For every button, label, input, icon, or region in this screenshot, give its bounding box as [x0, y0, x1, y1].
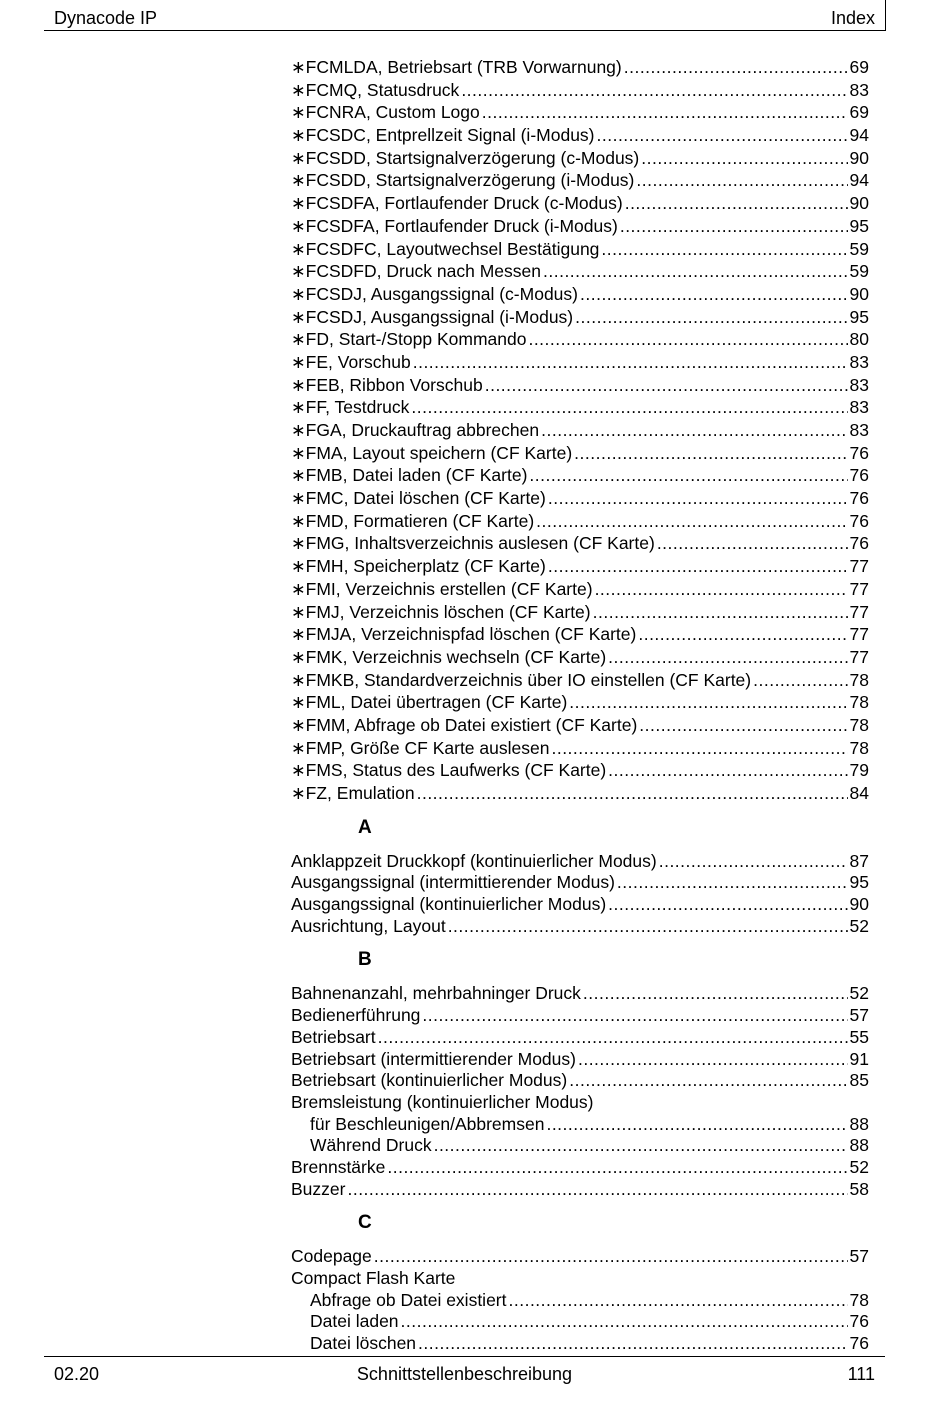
entry-page-number: 52: [849, 983, 869, 1004]
entry-page-number: 77: [849, 646, 869, 667]
index-entry: [291, 578, 869, 601]
dot-leader: [434, 1135, 848, 1157]
index-entry: [291, 983, 869, 1005]
entry-page-number: 78: [849, 737, 869, 758]
index-entry: [291, 215, 869, 238]
index-entry: [291, 759, 869, 782]
entry-page-number: 83: [849, 397, 869, 418]
entry-page-number: 78: [849, 669, 869, 690]
index-entry: [291, 1114, 869, 1136]
footer-page-number: 111: [847, 1364, 875, 1384]
entry-term: ∗FML, Datei übertragen (CF Karte): [291, 692, 568, 713]
dot-leader: [638, 623, 847, 646]
entry-page-number: 77: [849, 601, 869, 622]
entry-term: ∗FMJ, Verzeichnis löschen (CF Karte): [291, 601, 591, 622]
entry-term: Datei laden: [310, 1311, 399, 1332]
dot-leader: [597, 124, 848, 147]
dot-leader: [417, 782, 848, 805]
entry-term: ∗FCSDFA, Fortlaufender Druck (i-Modus): [291, 215, 618, 236]
dot-leader: [580, 283, 848, 306]
entry-page-number: 76: [849, 442, 869, 463]
dot-leader: [509, 1290, 848, 1312]
section-heading-c: C: [358, 1212, 372, 1234]
entry-page-number: 95: [849, 215, 869, 236]
entry-page-number: 83: [849, 351, 869, 372]
index-entry: [291, 851, 869, 873]
index-entry: [291, 737, 869, 760]
entry-term: ∗FMS, Status des Laufwerks (CF Karte): [291, 760, 607, 781]
dot-leader: [578, 1049, 848, 1071]
index-entry: [291, 147, 869, 170]
entry-term: ∗FMB, Datei laden (CF Karte): [291, 465, 528, 486]
entry-term: ∗FD, Start-/Stopp Kommando: [291, 329, 527, 350]
dot-leader: [657, 532, 848, 555]
index-entry: [291, 1027, 869, 1049]
entry-term: Datei löschen: [310, 1333, 417, 1354]
dot-leader: [413, 351, 848, 374]
entry-term: ∗FMK, Verzeichnis wechseln (CF Karte): [291, 646, 607, 667]
entry-term: Betriebsart (kontinuierlicher Modus): [291, 1070, 568, 1091]
entry-page-number: 59: [849, 261, 869, 282]
entry-page-number: 77: [849, 624, 869, 645]
entry-term: Buzzer: [291, 1178, 346, 1199]
section-heading-b: B: [358, 949, 372, 971]
entry-page-number: 77: [849, 578, 869, 599]
entry-term: ∗FMG, Inhaltsverzeichnis auslesen (CF Karte): [291, 533, 655, 554]
dot-leader: [608, 894, 847, 916]
entry-term: ∗FE, Vorschub: [291, 351, 411, 372]
dot-leader: [639, 714, 847, 737]
entry-term: ∗FCSDFA, Fortlaufender Druck (c-Modus): [291, 193, 623, 214]
dot-leader: [411, 396, 847, 419]
index-entry: [291, 1290, 869, 1312]
index-entry: [291, 419, 869, 442]
dot-leader: [541, 419, 847, 442]
dot-leader: [659, 851, 848, 873]
entry-term: ∗FMC, Datei löschen (CF Karte): [291, 488, 546, 509]
index-entry: [291, 691, 869, 714]
dot-leader: [543, 260, 848, 283]
entry-page-number: 78: [849, 692, 869, 713]
entry-page-number: 57: [849, 1005, 869, 1026]
entry-page-number: 83: [849, 374, 869, 395]
entry-term: ∗FZ, Emulation: [291, 783, 415, 803]
entry-page-number: 76: [849, 1333, 869, 1354]
entry-term: ∗FMJA, Verzeichnispfad löschen (CF Karte): [291, 624, 637, 645]
index-entry: [291, 1092, 869, 1114]
entry-page-number: 78: [849, 714, 869, 735]
index-entry: [291, 872, 869, 894]
dot-leader: [551, 737, 847, 760]
entry-term: Bremsleistung (kontinuierlicher Modus): [291, 1091, 594, 1112]
index-entry: [291, 1333, 869, 1355]
index-entry: [291, 306, 869, 329]
index-entry: [291, 510, 869, 533]
entry-page-number: 91: [849, 1048, 869, 1069]
entry-term: ∗FMM, Abfrage ob Datei existiert (CF Karte): [291, 714, 638, 735]
entry-page-number: 79: [849, 760, 869, 781]
entry-page-number: 90: [849, 193, 869, 214]
dot-leader: [625, 192, 848, 215]
dot-leader: [624, 56, 848, 79]
entry-term: ∗FMKB, Standardverzeichnis über IO einstellen (CF Karte): [291, 669, 752, 690]
dot-leader: [595, 578, 848, 601]
index-entry: [291, 101, 869, 124]
entry-term: Ausrichtung, Layout: [291, 915, 446, 936]
header-section-title: Index: [830, 8, 875, 28]
index-entry: [291, 124, 869, 147]
dot-leader: [574, 442, 847, 465]
index-entry: [291, 555, 869, 578]
entry-page-number: 94: [849, 125, 869, 146]
entry-page-number: 76: [849, 533, 869, 554]
page-header: [44, 0, 886, 31]
index-entry: [291, 1179, 869, 1201]
entry-term: Codepage: [291, 1246, 372, 1267]
entry-page-number: 85: [849, 1070, 869, 1091]
index-entry: [291, 283, 869, 306]
entry-term: ∗FMA, Layout speichern (CF Karte): [291, 442, 573, 463]
entry-term: ∗FCSDFC, Layoutwechsel Bestätigung: [291, 238, 600, 259]
index-entry: [291, 532, 869, 555]
entry-term: ∗FGA, Druckauftrag abbrechen: [291, 420, 540, 440]
index-entry: [291, 894, 869, 916]
entry-page-number: 78: [849, 1289, 869, 1310]
dot-leader: [528, 328, 847, 351]
dot-leader: [569, 1070, 847, 1092]
index-entry: [291, 782, 869, 805]
footer-doc-name: Schnittstellenbeschreibung: [356, 1364, 573, 1384]
index-entry: [291, 238, 869, 261]
index-entry: [291, 79, 869, 102]
entry-term: Anklappzeit Druckkopf (kontinuierlicher Modus): [291, 850, 657, 871]
dot-leader: [620, 215, 848, 238]
index-entry: [291, 56, 869, 79]
entry-term: Compact Flash Karte: [291, 1268, 456, 1288]
footer-date: 02.20: [54, 1364, 100, 1384]
index-entry: [291, 646, 869, 669]
index-entry: [291, 601, 869, 624]
entry-term: für Beschleunigen/Abbremsen: [310, 1113, 545, 1134]
index-entry: [291, 396, 869, 419]
entry-page-number: 87: [849, 850, 869, 871]
dot-leader: [636, 169, 847, 192]
entry-page-number: 55: [849, 1026, 869, 1047]
dot-leader: [347, 1179, 847, 1201]
entry-page-number: 90: [849, 894, 869, 915]
entry-page-number: 58: [849, 1178, 869, 1199]
entry-term: ∗FCSDC, Entprellzeit Signal (i-Modus): [291, 125, 595, 146]
index-entry: [291, 464, 869, 487]
dot-leader: [418, 1333, 847, 1355]
entry-page-number: 59: [849, 238, 869, 259]
dot-leader: [593, 601, 848, 624]
dot-leader: [401, 1311, 848, 1333]
entry-term: Brennstärke: [291, 1156, 386, 1177]
index-entry: [291, 1070, 869, 1092]
entry-page-number: 88: [849, 1135, 869, 1156]
dot-leader: [601, 238, 847, 261]
entry-page-number: 76: [849, 510, 869, 531]
entry-page-number: 90: [849, 283, 869, 304]
index-entry: [291, 623, 869, 646]
entry-term: Ausgangssignal (intermittierender Modus): [291, 872, 615, 893]
dot-leader: [387, 1157, 847, 1179]
entry-page-number: 88: [849, 1113, 869, 1134]
dot-leader: [529, 464, 847, 487]
entry-page-number: 84: [849, 783, 869, 803]
index-entry: [291, 1005, 869, 1027]
entry-term: Bahnenanzahl, mehrbahninger Druck: [291, 983, 581, 1004]
dot-leader: [583, 983, 848, 1005]
dot-leader: [753, 669, 847, 692]
index-entry: [291, 1157, 869, 1179]
entry-term: ∗FF, Testdruck: [291, 397, 410, 418]
dot-leader: [378, 1027, 848, 1049]
index-entry: [291, 1268, 869, 1290]
index-entry: [291, 669, 869, 692]
index-entry: [291, 442, 869, 465]
entry-page-number: 52: [849, 1156, 869, 1177]
index-entry: [291, 1246, 869, 1268]
entry-term: Betriebsart (intermittierender Modus): [291, 1048, 576, 1069]
entry-page-number: 52: [849, 915, 869, 936]
index-list: [291, 56, 869, 1355]
section-a-entries: [291, 851, 869, 938]
entry-page-number: 76: [849, 1311, 869, 1332]
entry-page-number: 95: [849, 306, 869, 327]
section-b-entries: [291, 983, 869, 1200]
dot-leader: [546, 1114, 847, 1136]
dot-leader: [575, 306, 847, 329]
dot-leader: [617, 872, 848, 894]
dot-leader: [548, 487, 848, 510]
entry-term: Abfrage ob Datei existiert: [310, 1289, 507, 1310]
index-entry: [291, 260, 869, 283]
page-footer: [44, 1356, 885, 1397]
fc-command-entries: [291, 56, 869, 805]
dot-leader: [422, 1005, 847, 1027]
dot-leader: [448, 916, 848, 938]
entry-page-number: 69: [849, 102, 869, 123]
index-entry: [291, 714, 869, 737]
index-entry: [291, 1049, 869, 1071]
entry-term: Betriebsart: [291, 1026, 376, 1047]
dot-leader: [482, 101, 848, 124]
header-doc-title: Dynacode IP: [54, 8, 158, 28]
entry-term: Bedienerführung: [291, 1005, 421, 1026]
index-entry: [291, 916, 869, 938]
entry-term: ∗FMH, Speicherplatz (CF Karte): [291, 556, 546, 577]
entry-term: ∗FMD, Formatieren (CF Karte): [291, 510, 535, 531]
index-entry: [291, 351, 869, 374]
index-entry: [291, 374, 869, 397]
entry-page-number: 77: [849, 556, 869, 577]
index-entry: [291, 487, 869, 510]
section-heading-a: A: [358, 816, 372, 838]
dot-leader: [536, 510, 847, 533]
entry-term: ∗FMP, Größe CF Karte auslesen: [291, 737, 550, 758]
entry-term: ∗FCMLDA, Betriebsart (TRB Vorwarnung): [291, 57, 622, 77]
entry-page-number: 90: [849, 147, 869, 168]
entry-page-number: 76: [849, 465, 869, 486]
entry-page-number: 83: [849, 420, 869, 440]
index-entry: [291, 328, 869, 351]
entry-page-number: 69: [849, 57, 869, 77]
dot-leader: [548, 555, 848, 578]
entry-page-number: 76: [849, 488, 869, 509]
dot-leader: [461, 79, 847, 102]
entry-page-number: 80: [849, 329, 869, 350]
entry-page-number: 83: [849, 79, 869, 100]
dot-leader: [608, 646, 847, 669]
entry-page-number: 57: [849, 1246, 869, 1267]
dot-leader: [569, 691, 847, 714]
entry-page-number: 95: [849, 872, 869, 893]
entry-term: ∗FCSDD, Startsignalverzögerung (i-Modus): [291, 170, 635, 191]
dot-leader: [485, 374, 848, 397]
entry-term: Während Druck: [310, 1135, 432, 1156]
entry-term: ∗FEB, Ribbon Vorschub: [291, 374, 483, 395]
entry-term: ∗FCSDJ, Ausgangssignal (c-Modus): [291, 283, 578, 304]
entry-term: Ausgangssignal (kontinuierlicher Modus): [291, 894, 607, 915]
entry-term: ∗FCSDJ, Ausgangssignal (i-Modus): [291, 306, 574, 327]
entry-term: ∗FCNRA, Custom Logo: [291, 102, 480, 123]
entry-page-number: 94: [849, 170, 869, 191]
entry-term: ∗FMI, Verzeichnis erstellen (CF Karte): [291, 578, 593, 599]
section-c-entries: [291, 1246, 869, 1354]
entry-term: ∗FCSDD, Startsignalverzögerung (c-Modus): [291, 147, 640, 168]
index-entry: [291, 192, 869, 215]
dot-leader: [608, 759, 847, 782]
index-entry: [291, 169, 869, 192]
index-entry: [291, 1311, 869, 1333]
dot-leader: [374, 1246, 848, 1268]
dot-leader: [641, 147, 847, 170]
entry-term: ∗FCMQ, Statusdruck: [291, 79, 460, 100]
entry-term: ∗FCSDFD, Druck nach Messen: [291, 261, 541, 282]
index-entry: [291, 1135, 869, 1157]
